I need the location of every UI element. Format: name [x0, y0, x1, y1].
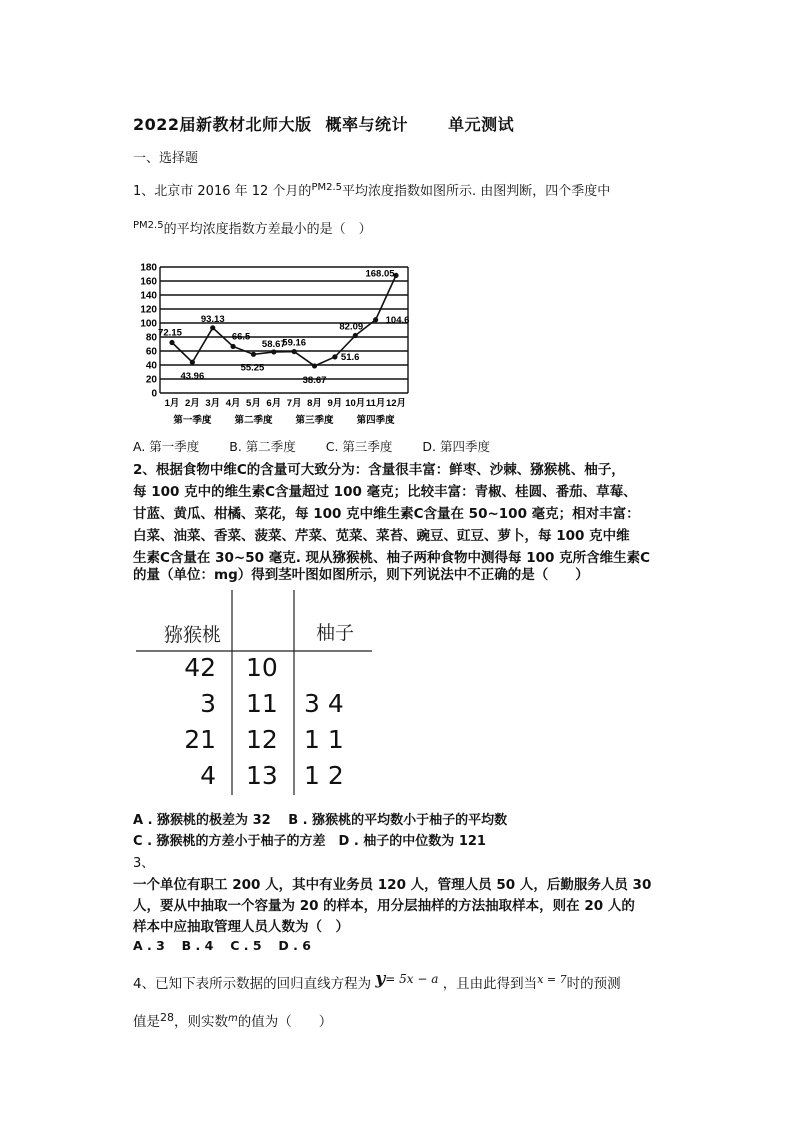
q2-line-6: 的量（单位：mg）得到茎叶图如图所示，则下列说法中不正确的是（ ） — [133, 567, 589, 583]
data-label: 58.67 — [261, 338, 286, 350]
data-label: 59.16 — [282, 337, 307, 349]
x-tick-label: 3月 — [205, 398, 221, 409]
chart-series — [158, 268, 409, 386]
section-heading: 一、选择题 — [133, 151, 199, 166]
data-point — [312, 363, 317, 368]
data-label: 43.96 — [180, 371, 205, 383]
stem-row-4-right: 1 2 — [304, 761, 344, 790]
document-title — [133, 112, 514, 135]
stem-right-header: 柚子 — [316, 622, 355, 644]
q4-text-b: ，且由此得到当 — [442, 976, 538, 992]
q4-text-f: 的值为（ ） — [237, 1014, 333, 1030]
q1-pm-label: PM2.5 — [311, 182, 342, 193]
q1-option-d[interactable]: D. 第四季度 — [422, 439, 490, 454]
x-tick-label: 9月 — [327, 398, 343, 409]
quarter-label: 第三季度 — [295, 415, 334, 426]
stem-row-1-stem: 10 — [246, 653, 278, 682]
stem-leaf-plot — [136, 585, 376, 795]
data-point — [353, 333, 358, 338]
data-point — [373, 317, 378, 322]
stem-left-header: 猕猴桃 — [164, 624, 222, 646]
stem-row-3-stem: 12 — [246, 725, 278, 754]
q3-number: 3、 — [133, 856, 155, 871]
q2-line-5: 生素C含量在 30~50 毫克. 现从猕猴桃、柚子两种食物中测得每 100 克所含维生素C — [133, 550, 651, 566]
stem-row-3-right: 1 1 — [304, 725, 344, 754]
x-tick-label: 1月 — [164, 398, 180, 409]
quarter-label: 第四季度 — [356, 415, 395, 426]
q1-line2 — [133, 218, 372, 237]
data-point — [190, 360, 195, 365]
q4-line-1 — [133, 969, 621, 993]
q1-line1 — [133, 180, 610, 199]
q4-value: 28 — [160, 1011, 174, 1024]
data-label: 38.67 — [302, 374, 327, 386]
q2-line-1: 2、根据食物中维C的含量可大致分为：含量很丰富：鲜枣、沙棘、猕猴桃、柚子， — [133, 462, 625, 478]
stem-row-3-left: 21 — [184, 725, 216, 754]
q3-line-3: 样本中应抽取管理人员人数为（ ） — [133, 919, 349, 935]
pm25-line-chart — [130, 255, 420, 433]
data-label: 55.25 — [240, 362, 265, 374]
chart-x-ticks — [165, 398, 406, 409]
q4-text-c: 时的预测 — [566, 976, 621, 992]
q3-options[interactable]: A . 3 B . 4 C . 5 D . 6 — [133, 938, 311, 953]
q2-line-2: 每 100 克中的维生素C含量超过 100 毫克；比较丰富：青椒、桂圆、番茄、草莓、 — [133, 484, 637, 500]
y-tick-label: 160 — [140, 276, 157, 288]
q2-options-line-1[interactable]: A . 猕猴桃的极差为 32 B . 猕猴桃的平均数小于柚子的平均数 — [133, 813, 508, 828]
q3-line-2: 人，要从中抽取一个容量为 20 的样本，用分层抽样的方法抽取样本，则在 20 人的 — [133, 898, 635, 914]
data-label: 104.6 — [385, 314, 410, 326]
quarter-label: 第二季度 — [234, 415, 273, 426]
x-tick-label: 12月 — [385, 398, 407, 409]
x-tick-label: 8月 — [307, 398, 322, 409]
chart-y-ticks — [140, 263, 157, 400]
x-tick-label: 6月 — [266, 398, 282, 409]
x-tick-label: 5月 — [246, 398, 261, 409]
data-point — [169, 340, 174, 345]
stem-row-2-right: 3 4 — [304, 689, 344, 718]
q4-text-a: 4、已知下表所示数据的回归直线方程为 — [133, 976, 372, 992]
title-topic: 概率与统计 — [325, 115, 409, 134]
data-point — [332, 354, 337, 359]
data-label: 66.5 — [231, 331, 251, 343]
y-tick-label: 0 — [151, 388, 157, 400]
data-label: 93.13 — [200, 313, 225, 325]
stem-row-2-left: 3 — [200, 689, 216, 718]
y-tick-label: 80 — [145, 332, 157, 344]
chart-quarter-labels — [173, 414, 395, 426]
y-tick-label: 180 — [140, 262, 157, 274]
q4-equation: = 5x − a — [385, 972, 439, 986]
y-tick-label: 20 — [145, 374, 157, 386]
x-tick-label: 11月 — [365, 398, 386, 409]
x-tick-label: 4月 — [225, 398, 241, 409]
q2-options-line-2[interactable]: C . 猕猴桃的方差小于柚子的方差 D . 柚子的中位数为 121 — [133, 834, 486, 849]
q1-text-b: 平均浓度指数如图所示. 由图判断，四个季度中 — [342, 184, 611, 199]
data-point — [292, 349, 297, 354]
data-point — [251, 352, 256, 357]
stem-row-2-stem: 11 — [246, 689, 278, 718]
y-tick-label: 100 — [140, 318, 157, 330]
q1-option-a[interactable]: A. 第一季度 — [133, 439, 200, 454]
data-point — [271, 349, 276, 354]
q4-x-eq: x = 7 — [537, 973, 567, 986]
q1-text-c: 的平均浓度指数方差最小的是（ ） — [163, 222, 372, 237]
q4-yhat: y — [375, 969, 386, 989]
stem-row-4-left: 4 — [200, 761, 216, 790]
data-point — [210, 325, 215, 330]
y-tick-label: 60 — [145, 346, 157, 358]
q1-option-b[interactable]: B. 第二季度 — [229, 439, 296, 454]
stem-row-1-left: 42 — [184, 653, 216, 682]
data-label: 82.09 — [339, 321, 364, 333]
x-tick-label: 7月 — [286, 398, 302, 409]
q1-options — [133, 437, 490, 455]
q2-line-4: 白菜、油菜、香菜、菠菜、芹菜、苋菜、菜苔、豌豆、豇豆、萝卜，每 100 克中维 — [133, 528, 630, 544]
data-point — [230, 344, 235, 349]
q4-text-d: 值是 — [133, 1014, 160, 1030]
y-tick-label: 40 — [145, 360, 157, 372]
q4-line-2 — [133, 1010, 332, 1030]
q2-line-3: 甘蓝、黄瓜、柑橘、菜花，每 100 克中维生素C含量在 50~100 毫克；相对丰富： — [133, 506, 640, 522]
title-main: 2022届新教材北师大版 — [133, 115, 312, 134]
data-label: 72.15 — [158, 327, 182, 339]
stem-row-4-stem: 13 — [246, 761, 278, 790]
q3-line-1: 一个单位有职工 200 人，其中有业务员 120 人，管理人员 50 人，后勤服务人员 30 — [133, 877, 652, 893]
y-tick-label: 120 — [140, 304, 157, 316]
data-label: 168.05 — [365, 268, 395, 280]
q4-var: m — [228, 1013, 238, 1024]
q4-text-e: ，则实数 — [174, 1014, 228, 1030]
x-tick-label: 10月 — [345, 398, 366, 409]
title-test: 单元测试 — [448, 115, 515, 134]
x-tick-label: 2月 — [184, 398, 200, 409]
y-tick-label: 140 — [140, 290, 157, 302]
q1-text-a: 1、北京市 2016 年 12 个月的 — [133, 184, 312, 199]
q1-pm-label-2: PM2.5 — [133, 220, 164, 231]
q1-option-c[interactable]: C. 第三季度 — [325, 439, 393, 454]
data-label: 51.6 — [340, 351, 360, 363]
quarter-label: 第一季度 — [173, 415, 212, 426]
